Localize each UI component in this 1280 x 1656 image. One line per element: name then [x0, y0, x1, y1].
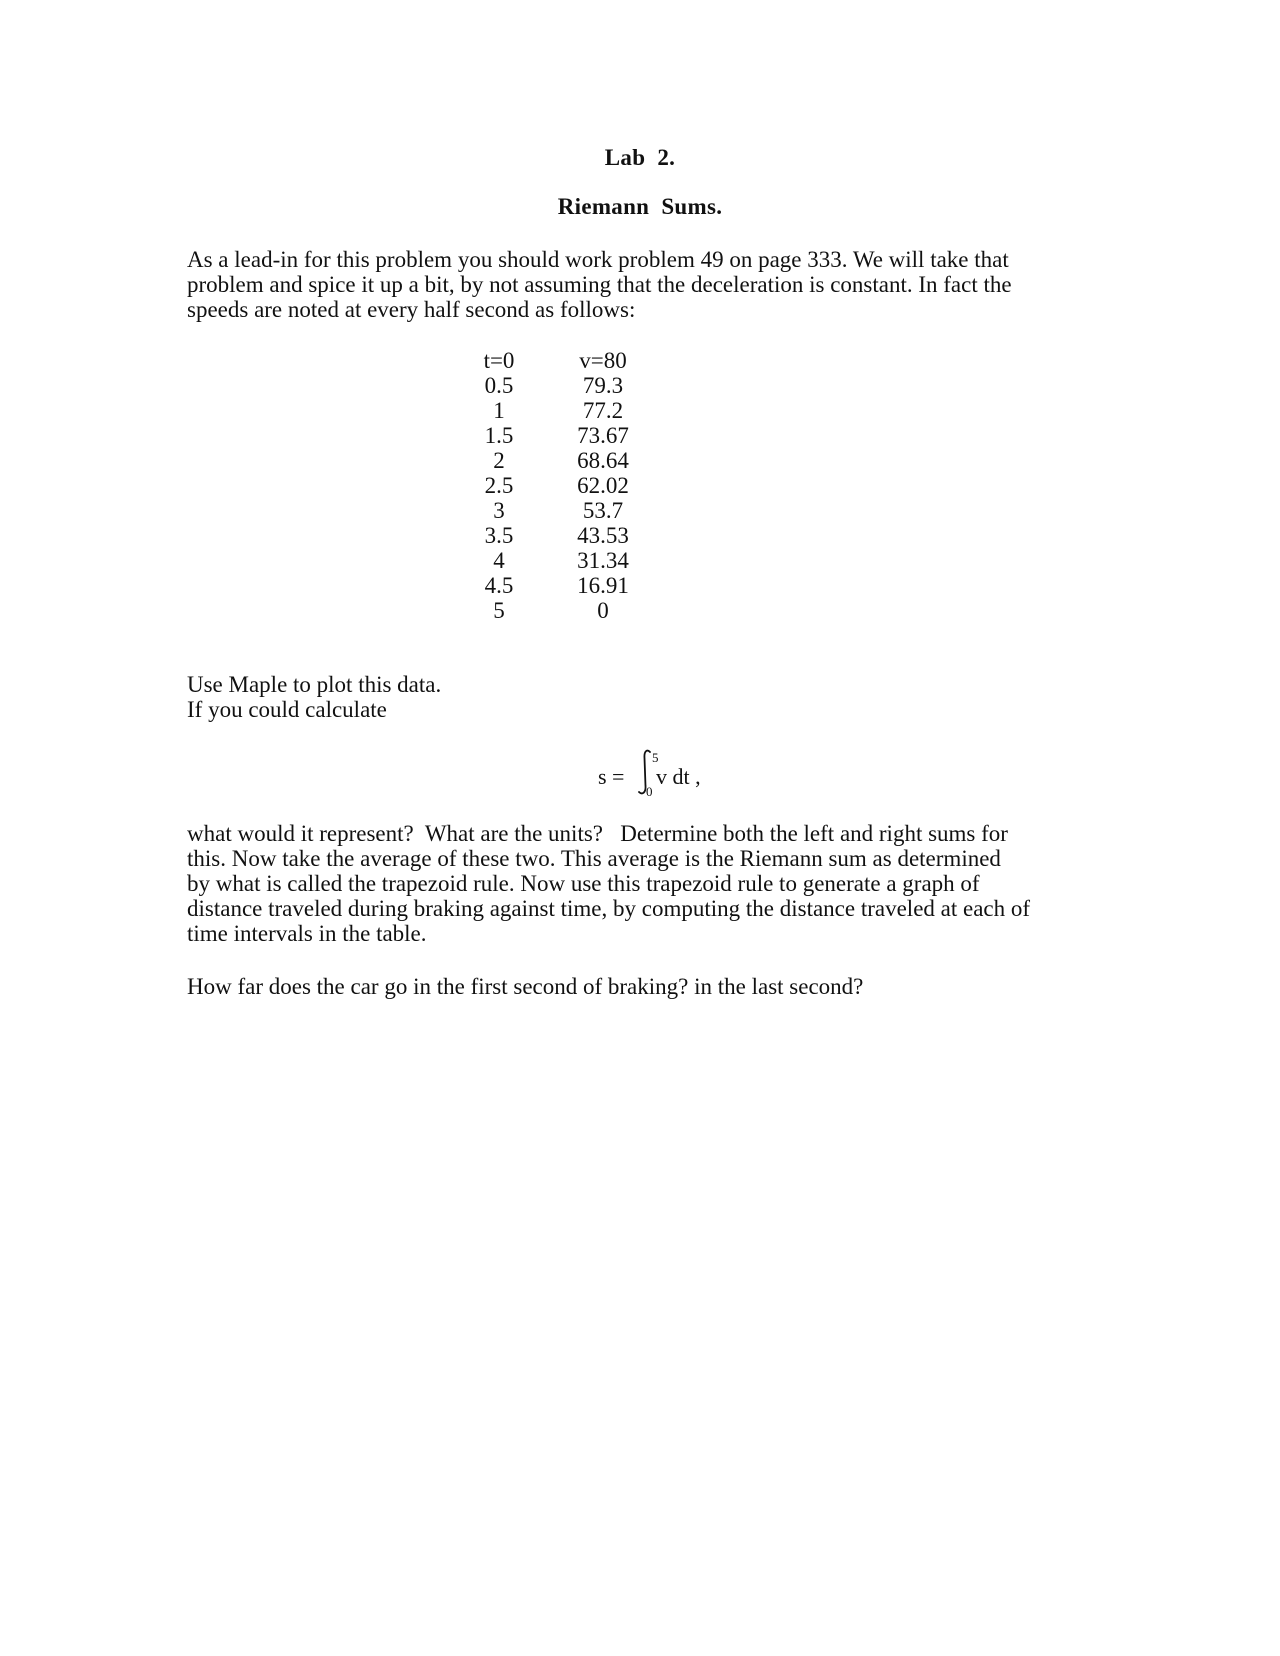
intro-paragraph: [187, 247, 1087, 322]
table-row: [476, 348, 634, 373]
maple-paragraph: [187, 672, 1087, 722]
intro-line-1: As a lead-in for this problem you should work problem 49 on page 333. We will take that: [187, 247, 1009, 272]
table-row: [476, 398, 634, 423]
analysis-line-4: distance traveled during braking against time, by computing the distance traveled at each of: [187, 896, 1031, 921]
analysis-line-2: this. Now take the average of these two. This average is the Riemann sum as determined: [187, 846, 1001, 871]
time-cell: 5: [493, 598, 505, 623]
time-cell: 3: [493, 498, 505, 523]
speed-cell: 77.2: [582, 398, 624, 423]
time-cell: 4: [493, 548, 505, 573]
intro-line-3: speeds are noted at every half second as follows:: [187, 297, 636, 322]
speed-cell: 0: [597, 598, 609, 623]
analysis-line-5: time intervals in the table.: [187, 921, 427, 946]
table-row: [476, 448, 634, 473]
table-row: [476, 523, 634, 548]
speed-cell: 43.53: [577, 523, 629, 548]
speed-cell: 16.91: [577, 573, 629, 598]
speed-cell: v=80: [579, 348, 627, 373]
question-paragraph: How far does the car go in the first second of braking? in the last second?: [187, 974, 864, 999]
analysis-line-3: by what is called the trapezoid rule. Now use this trapezoid rule to generate a graph of: [187, 871, 980, 896]
integral-formula: [598, 748, 718, 800]
speed-table: [476, 348, 634, 623]
speed-cell: 53.7: [582, 498, 624, 523]
table-row: [476, 598, 634, 623]
table-row: [476, 373, 634, 398]
time-cell: 2.5: [484, 473, 514, 498]
integral-upper-limit: 5: [652, 750, 659, 765]
page-subtitle: Riemann Sums.: [557, 194, 723, 219]
table-row: [476, 473, 634, 498]
speed-cell: 68.64: [577, 448, 629, 473]
speed-cell: 79.3: [582, 373, 624, 398]
time-cell: 4.5: [484, 573, 514, 598]
page-title: Lab 2.: [604, 145, 676, 170]
analysis-paragraph: [187, 821, 1087, 946]
table-row: [476, 498, 634, 523]
speed-cell: 62.02: [577, 473, 629, 498]
table-row: [476, 423, 634, 448]
time-cell: 1: [493, 398, 505, 423]
formula-lhs: s =: [598, 764, 625, 789]
integral-lower-limit: 0: [646, 784, 653, 799]
table-row: [476, 573, 634, 598]
intro-line-2: problem and spice it up a bit, by not assuming that the deceleration is constant. In fact the: [187, 272, 1012, 297]
integral-integrand: v dt ,: [656, 764, 701, 789]
maple-line-2: If you could calculate: [187, 697, 387, 722]
table-row: [476, 548, 634, 573]
time-cell: 0.5: [484, 373, 514, 398]
analysis-line-1: what would it represent? What are the units? Determine both the left and right sums for: [187, 821, 1008, 846]
time-cell: 3.5: [484, 523, 514, 548]
time-cell: 2: [493, 448, 505, 473]
time-cell: 1.5: [484, 423, 514, 448]
speed-cell: 73.67: [577, 423, 629, 448]
maple-line-1: Use Maple to plot this data.: [187, 672, 442, 697]
speed-cell: 31.34: [577, 548, 629, 573]
time-cell: t=0: [483, 348, 515, 373]
